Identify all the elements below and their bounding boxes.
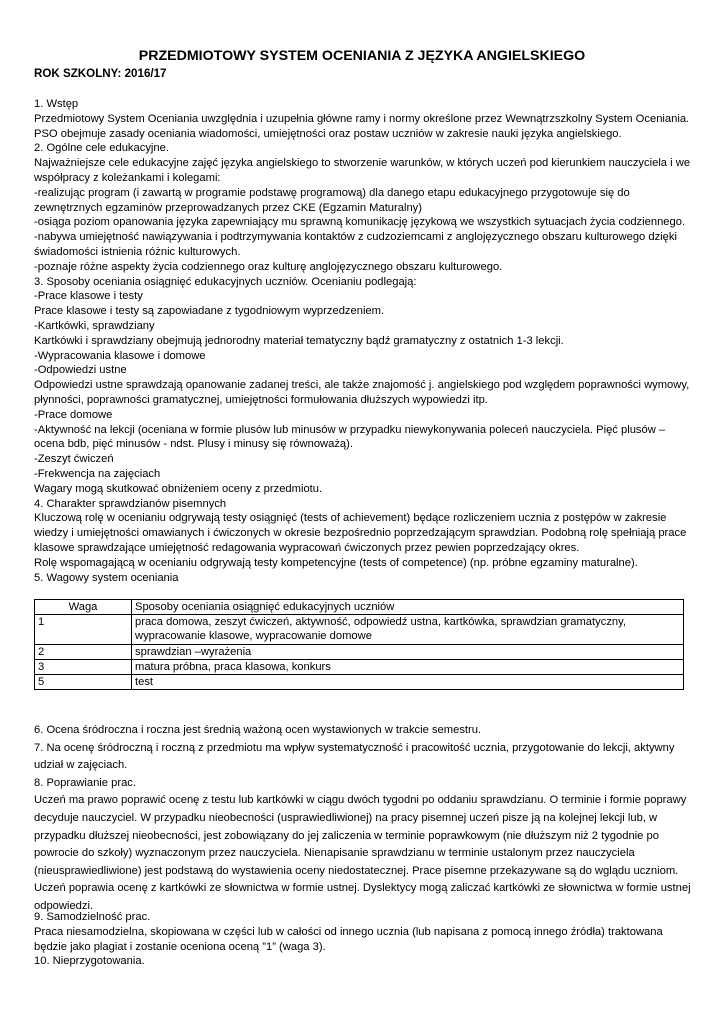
list-item: -Wypracowania klasowe i domowe <box>34 349 206 362</box>
table-row <box>35 675 684 690</box>
paragraph: Przedmiotowy System Oceniania uwzględnia i uzupełnia główne ramy i normy określone przez Wewnątrzszkolny System Oceniania. PSO obejmuje zasady oceniania wiadomości, umiejętności oraz postaw uczniów w zakresie nauki języka angielskiego. <box>34 112 690 140</box>
list-item: -Aktywność na lekcji (oceniana w formie plusów lub minusów w przypadku niewykonywania poleceń nauczyciela. Pięć plusów – ocena bdb, pięć minusów - ndst. Plusy i minusy się równoważą). <box>34 423 666 451</box>
paragraph: Praca niesamodzielna, skopiowana w części lub w całości od innego ucznia (lub napisana z pomocą innego źródła) traktowana będzie jako plagiat i zostanie oceniona oceną ”1” (waga 3). <box>34 925 663 953</box>
paragraph: 6. Ocena śródroczna i roczna jest średnią ważoną ocen wystawionych w trakcie semestru. <box>34 724 482 736</box>
list-item: -Kartkówki, sprawdziany <box>34 319 155 332</box>
table-cell-methods: praca domowa, zeszyt ćwiczeń, aktywność, odpowiedź ustna, kartkówka, sprawdzian gramatyczny, wypracowanie klasowe, wypracowanie domowe <box>132 615 684 644</box>
table-cell-methods: test <box>132 675 684 690</box>
list-item: -Frekwencja na zajęciach <box>34 467 161 480</box>
table-cell-weight: 3 <box>35 659 132 674</box>
paragraph: Kartkówki i sprawdziany obejmują jednorodny materiał tematyczny bądź gramatyczny z ostatnich 1-3 lekcji. <box>34 334 564 347</box>
heading-weights: 5. Wagowy system oceniania <box>34 571 179 584</box>
list-item: -realizując program (i zawartą w programie podstawę programową) dla danego etapu edukacyjnego przygotowuje się do zewnętrznych egzaminów przeprowadzanych przez CKE (Egzamin Maturalny) <box>34 186 630 214</box>
list-item: -Prace domowe <box>34 408 113 421</box>
heading-corrections: 8. Poprawianie prac. <box>34 776 136 789</box>
heading-intro: 1. Wstęp <box>34 98 79 110</box>
paragraph: Odpowiedzi ustne sprawdzają opanowanie zadanej treści, ale także znajomość j. angielskiego pod względem poprawności wymowy, płynności, poprawności gramatycznej, umiejętności formułowania dłuższych wypowiedzi itp. <box>34 379 690 406</box>
paragraph: Prace klasowe i testy są zapowiadane z tygodniowym wyprzedzeniem. <box>34 305 385 318</box>
table-header-cell: Sposoby oceniania osiągnięć edukacyjnych uczniów <box>132 600 684 615</box>
table-cell-weight: 1 <box>35 615 132 644</box>
paragraph: Rolę wspomagającą w ocenianiu odgrywają testy kompetencyjne (tests of competence) (np. próbne egzaminy maturalne). <box>34 556 638 569</box>
school-year: ROK SZKOLNY: 2016/17 <box>34 67 167 80</box>
section-body-3 <box>34 910 696 969</box>
table-cell-methods: matura próbna, praca klasowa, konkurs <box>132 659 684 674</box>
list-item: -Zeszyt ćwiczeń <box>34 453 114 466</box>
list-item: -nabywa umiejętność nawiązywania i podtrzymywania kontaktów z cudzoziemcami z anglojęzycznego obszaru kulturowego dzięki świadomości istnienia różnic kulturowych. <box>34 231 677 258</box>
list-item: -poznaje różne aspekty życia codziennego oraz kulturę anglojęzycznego obszaru kulturowego. <box>34 260 503 273</box>
heading-written-tests: 4. Charakter sprawdzianów pisemnych <box>34 497 227 510</box>
list-item: -osiąga poziom opanowania języka zapewniający mu sprawną komunikację językową we wszystkich sytuacjach życia codziennego. <box>34 216 686 229</box>
paragraph: 7. Na ocenę śródroczną i roczną z przedmiotu ma wpływ systematyczność i pracowitość ucznia, przygotowanie do lekcji, aktywny udział w zajęciach. <box>34 741 675 772</box>
heading-assessment-methods: 3. Sposoby oceniania osiągnięć edukacyjnych uczniów. Ocenianiu podlegają: <box>34 275 417 288</box>
table-row <box>35 659 684 674</box>
list-item: -Odpowiedzi ustne <box>34 364 127 377</box>
weights-table <box>34 599 684 690</box>
paragraph: Uczeń ma prawo poprawić ocenę z testu lub kartkówki w ciągu dwóch tygodni po oddaniu sprawdzianu. O terminie i formie poprawy decyduje nauczyciel. W przypadku nieobecności (usprawiedliwionej) na pracy pisemnej uczeń pisze ją na kolejnej lekcji lub, w przypadku dłuższej nieobecności, jest zobowiązany do jej zaliczenia w terminie poprawkowym (nie dłuższym niż 2 tygodnie po powrocie do szkoły) wyznaczonym przez nauczyciela. Nienapisanie sprawdzianu w terminie ustalonym przez nauczyciela (nieusprawiedliwione) jest podstawą do wystawienia oceny niedostatecznej. Prace pisemne przekazywane są do wglądu uczniom. Uczeń poprawia ocenę z kartkówki ze słownictwa w formie ustnej. Dyslektycy mogą zaliczać kartkówki ze słownictwa w formie ustnej odpowiedzi. <box>34 794 691 912</box>
heading-goals: 2. Ogólne cele edukacyjne. <box>34 142 169 155</box>
page-title: PRZEDMIOTOWY SYSTEM OCENIANIA Z JĘZYKA ANGIELSKIEGO <box>138 48 586 64</box>
section-body-1 <box>34 97 696 585</box>
table-row <box>35 644 684 659</box>
table-row <box>35 615 684 644</box>
section-body-2 <box>34 722 696 916</box>
table-cell-methods: sprawdzian –wyrażenia <box>132 644 684 659</box>
heading-unpreparedness: 10. Nieprzygotowania. <box>34 955 145 968</box>
list-item: -Prace klasowe i testy <box>34 290 143 303</box>
table-header-cell: Waga <box>35 600 132 615</box>
paragraph: Kluczową rolę w ocenianiu odgrywają testy osiągnięć (tests of achievement) będące rozliczeniem ucznia z postępów w zakresie wiedzy i umiejętności omawianych i ćwiczonych w okresie bezpośrednio poprzedzającym sprawdzian. Podobną rolę spełniają prace klasowe sprawdzające umiejętność redagowania wypracowań ćwiczonych przez pewien poprzedzający okres. <box>34 512 687 554</box>
paragraph: Najważniejsze cele edukacyjne zajęć języka angielskiego to stworzenie warunków, w których uczeń pod kierunkiem nauczyciela i we współpracy z koleżankami i kolegami: <box>34 157 691 184</box>
table-cell-weight: 2 <box>35 644 132 659</box>
table-header-row <box>35 600 684 615</box>
heading-independence: 9. Samodzielność prac. <box>34 911 151 923</box>
paragraph: Wagary mogą skutkować obniżeniem oceny z przedmiotu. <box>34 482 323 495</box>
table-cell-weight: 5 <box>35 675 132 690</box>
